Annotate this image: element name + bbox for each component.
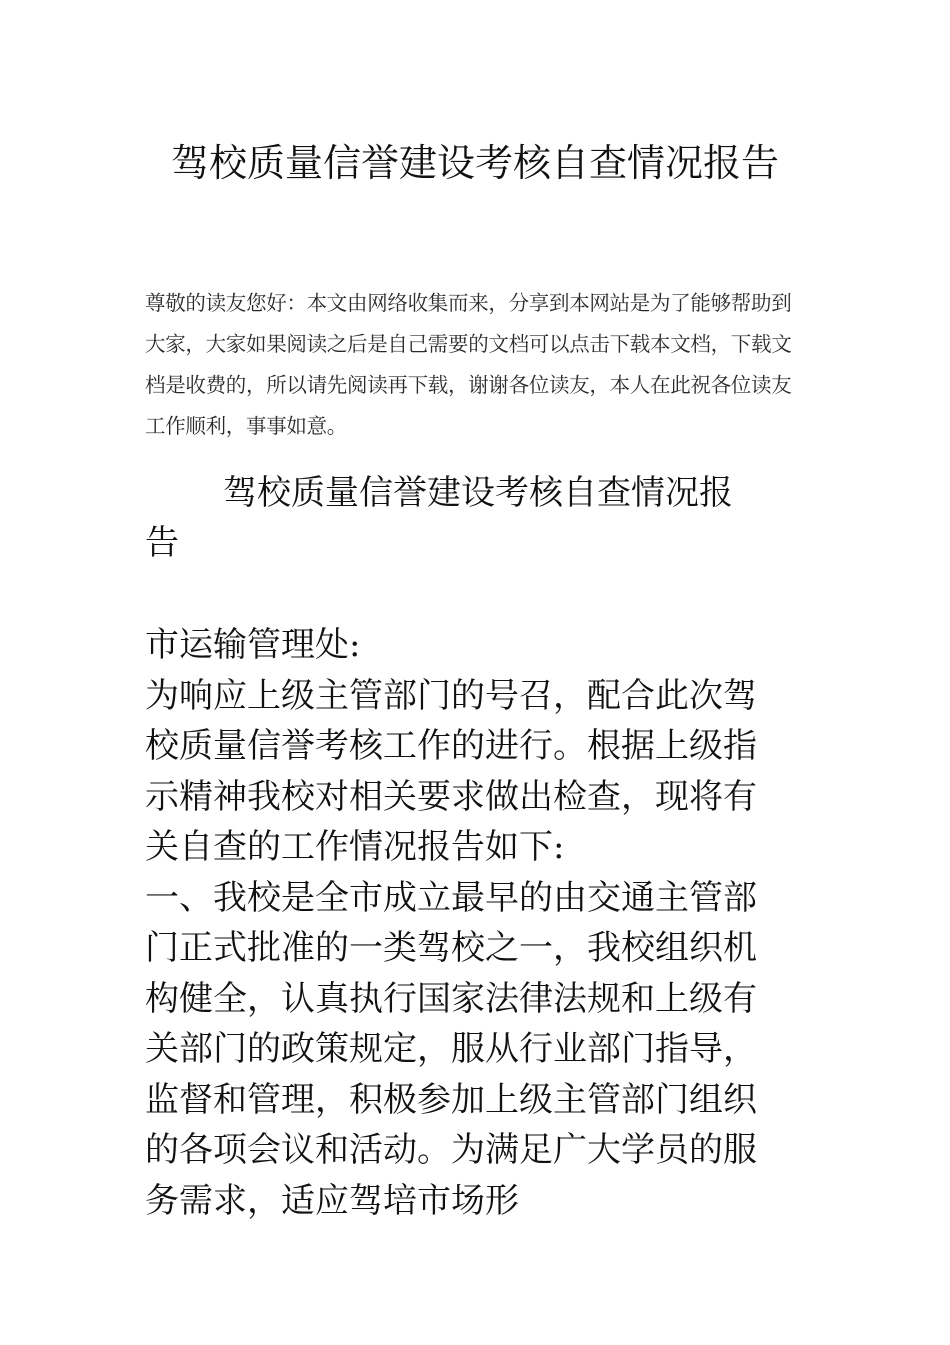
body-paragraph: 一、我校是全市成立最早的由交通主管部门正式批准的一类驾校之一，我校组织机构健全，认真执行国家法律法规和上级有关部门的政策规定，服从行业部门指导，监督和管理，积极参加上级主管部门组织的各项会议和活动。为满足广大学员的服务需求，适应驾培市场形 <box>145 877 757 1221</box>
body-paragraph: 为响应上级主管部门的号召，配合此次驾校质量信誉考核工作的进行。根据上级指示精神我校对相关要求做出检查，现将有关自查的工作情况报告如下: <box>145 675 757 867</box>
document-subtitle: 驾校质量信誉建设考核自查情况报告 <box>145 473 733 563</box>
document-title: 驾校质量信誉建设考核自查情况报告 <box>170 141 779 185</box>
reader-notice: 尊敬的读友您好：本文由网络收集而来，分享到本网站是为了能够帮助到大家，大家如果阅读之后是自己需要的文档可以点击下载本文档，下载文档是收费的，所以请先阅读再下载，谢谢各位读友，本人在此祝各位读友工作顺利，事事如意。 <box>145 291 792 438</box>
document-body <box>145 620 757 1226</box>
salutation: 市运输管理处: <box>145 625 361 665</box>
